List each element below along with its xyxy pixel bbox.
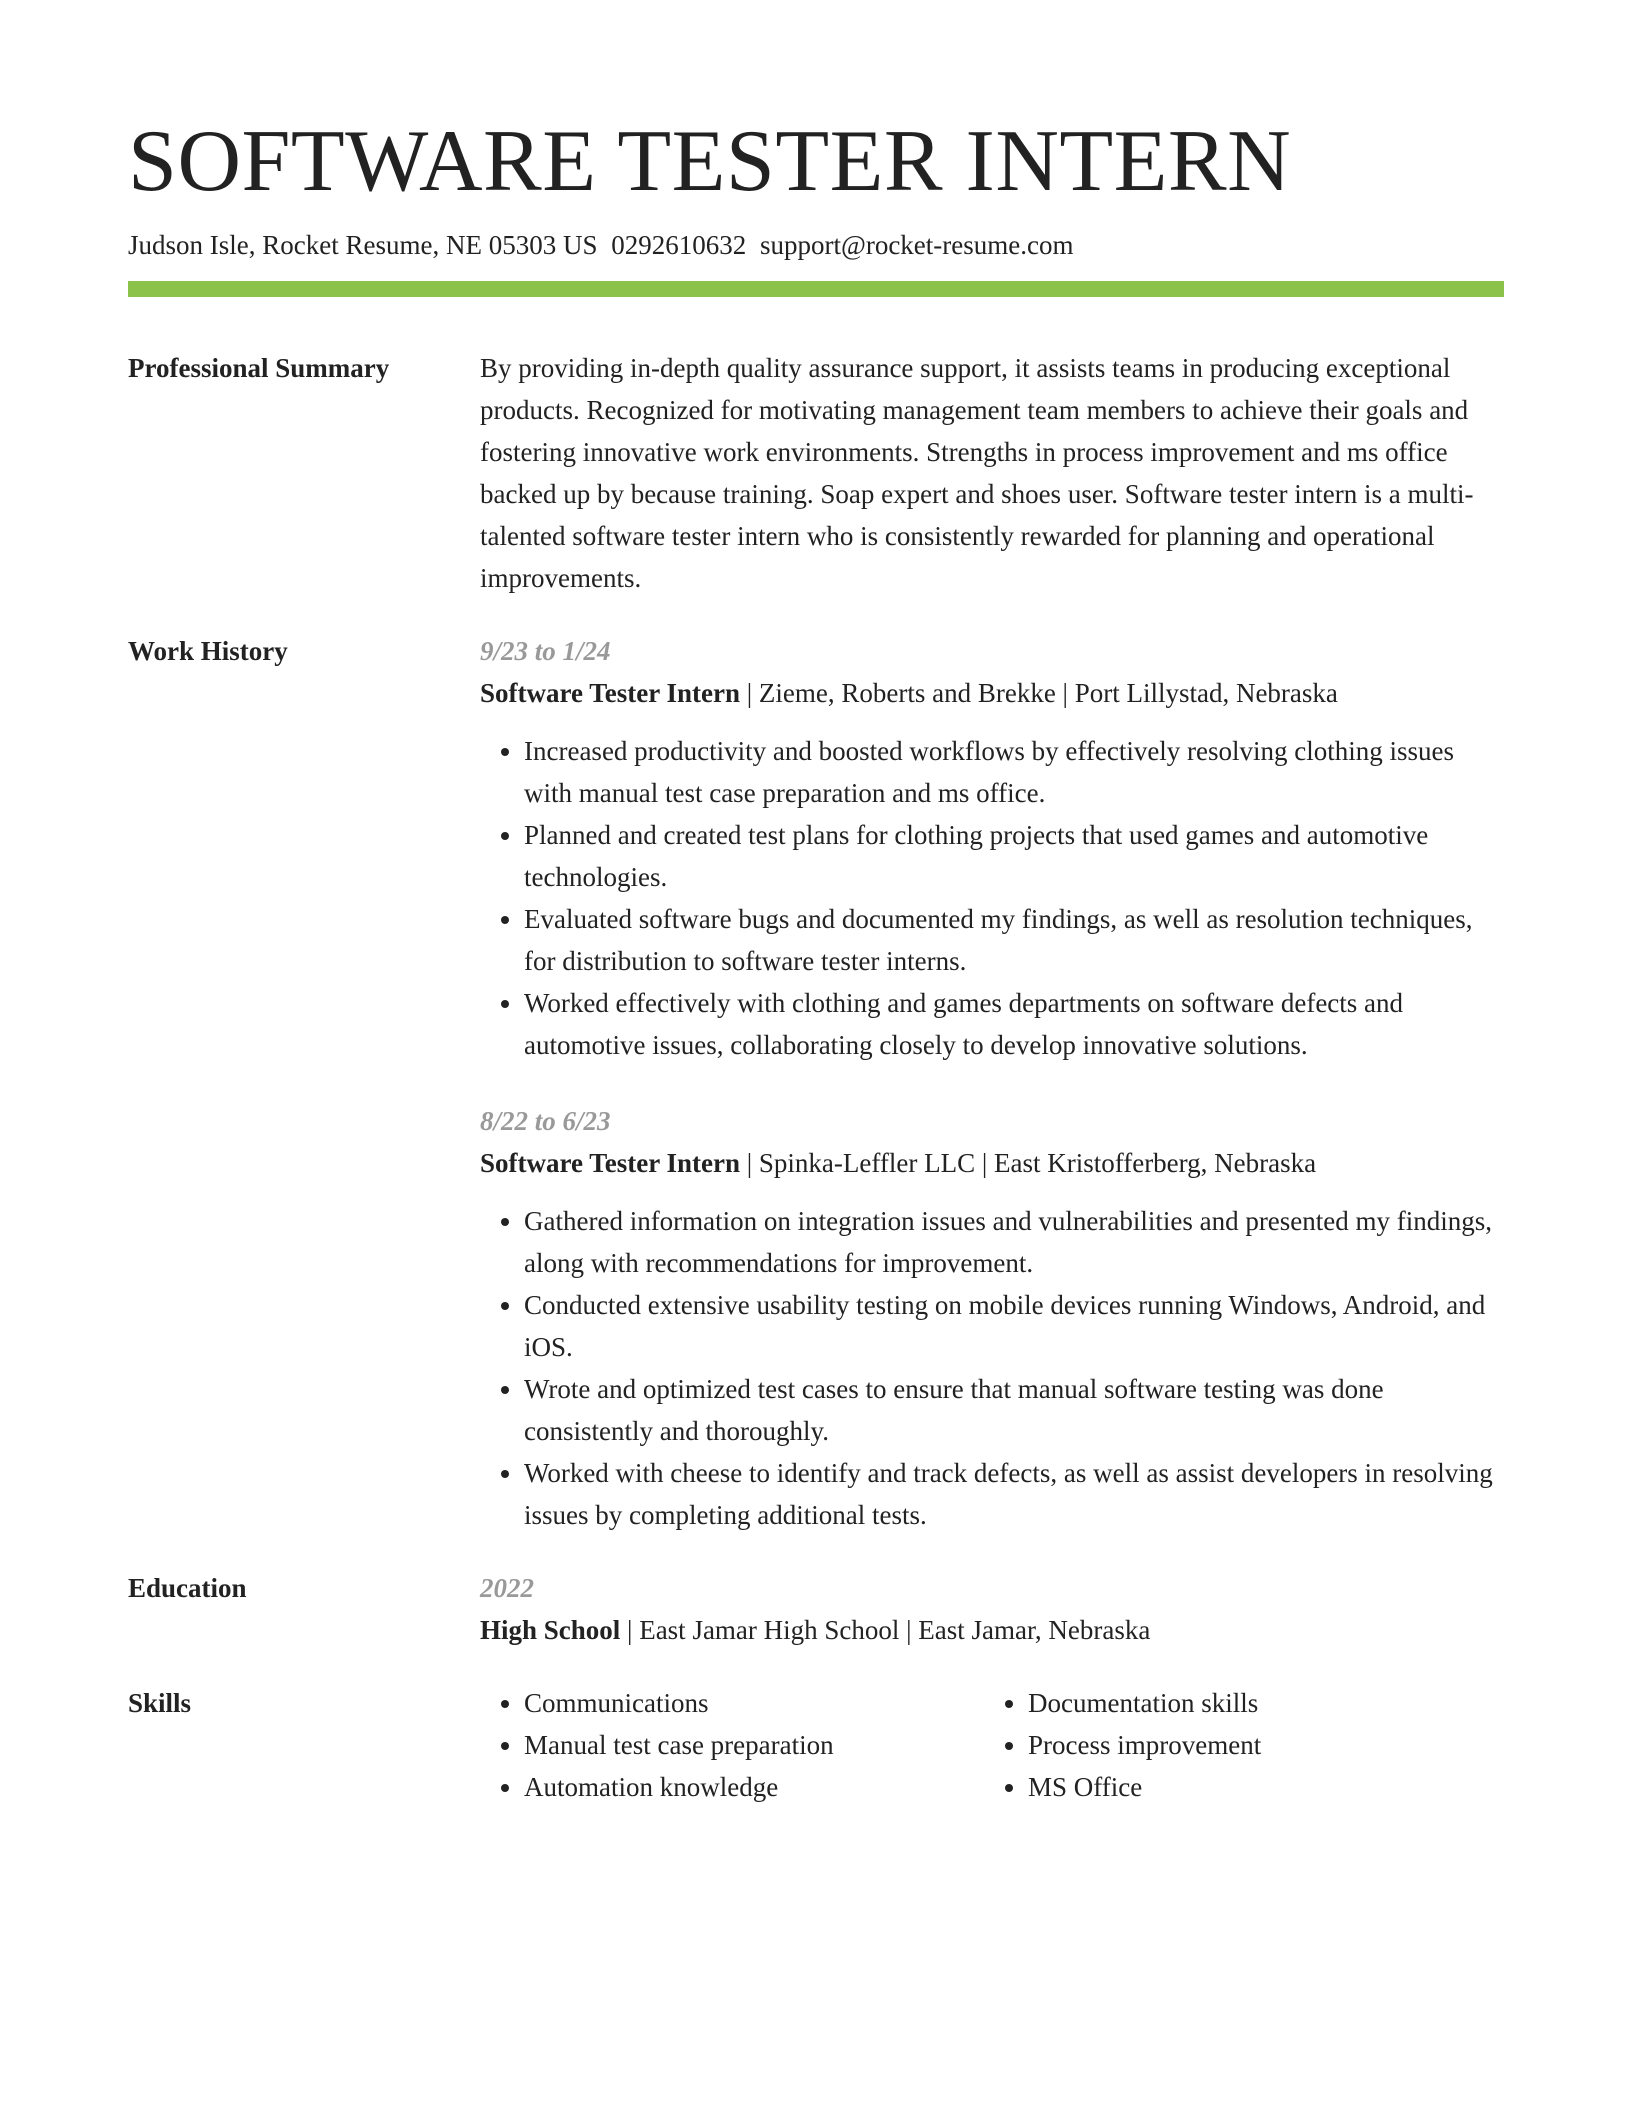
job-bullet: • Increased productivity and boosted workflows by effectively resolving clothing issues with manual test case preparation and ms office.: [524, 730, 1504, 814]
job-details: | Zieme, Roberts and Brekke | Port Lillystad, Nebraska: [739, 678, 1338, 709]
work-history-section: [128, 630, 1504, 1536]
skill-item: • Manual test case preparation: [524, 1724, 984, 1766]
summary-section: [128, 347, 1504, 599]
education-body: [480, 1567, 1504, 1651]
contact-email: support@rocket-resume.com: [759, 230, 1074, 260]
skills-list-right: [984, 1682, 1488, 1808]
education-details: | East Jamar High School | East Jamar, Nebraska: [620, 1615, 1151, 1646]
header-divider: [128, 281, 1504, 297]
work-history-label: Work History: [128, 636, 288, 667]
skills-section: [128, 1682, 1504, 1808]
job-bullet: • Wrote and optimized test cases to ensure that manual software testing was done consistently and thoroughly.: [524, 1368, 1504, 1452]
contact-phone: 0292610632: [611, 230, 747, 260]
education-label: Education: [128, 1573, 247, 1604]
job-bullet: • Evaluated software bugs and documented my findings, as well as resolution techniques, for distribution to software tester interns.: [524, 898, 1504, 982]
skills-label: Skills: [128, 1688, 192, 1719]
job-bullet: • Worked with cheese to identify and track defects, as well as assist developers in resolving issues by completing additional tests.: [524, 1452, 1504, 1536]
skill-item: • MS Office: [1028, 1766, 1488, 1808]
education-section: [128, 1567, 1504, 1651]
job-details: | Spinka-Leffler LLC | East Kristofferberg, Nebraska: [739, 1148, 1317, 1179]
job-bullet: • Planned and created test plans for clothing projects that used games and automotive technologies.: [524, 814, 1504, 898]
job-entry: [480, 630, 1504, 1066]
skill-item: • Process improvement: [1028, 1724, 1488, 1766]
skill-item: • Documentation skills: [1028, 1682, 1488, 1724]
education-year: 2022: [480, 1573, 534, 1604]
contact-line: [128, 228, 1504, 263]
job-dates: 8/22 to 6/23: [480, 1106, 611, 1137]
contact-address: Judson Isle, Rocket Resume, NE 05303 US: [128, 230, 598, 260]
skills-columns: [480, 1682, 1504, 1808]
job-dates: 9/23 to 1/24: [480, 636, 611, 667]
skills-list-left: [480, 1682, 984, 1808]
job-title: Software Tester Intern: [480, 678, 740, 709]
education-degree: High School: [480, 1615, 621, 1646]
job-entry: [480, 1100, 1504, 1536]
education-line: [480, 1609, 1504, 1651]
job-bullet-list: [480, 730, 1504, 1066]
job-bullet-list: [480, 1200, 1504, 1536]
job-bullet: • Worked effectively with clothing and games departments on software defects and automotive issues, collaborating closely to develop innovative solutions.: [524, 982, 1504, 1066]
job-title-line: [480, 1142, 1504, 1184]
summary-label: Professional Summary: [128, 353, 390, 384]
summary-text: By providing in-depth quality assurance support, it assists teams in producing exceptional products. Recognized for motivating management team members to achieve their goals and fostering innovative work environments. Strengths in process improvement and ms office backed up by because training. Soap expert and shoes user. Software tester intern is a multi-talented software tester intern who is consistently rewarded for planning and operational improvements.: [480, 353, 1474, 594]
skills-body: [480, 1682, 1504, 1808]
skill-item: • Communications: [524, 1682, 984, 1724]
job-title: Software Tester Intern: [480, 1148, 740, 1179]
skill-item: • Automation knowledge: [524, 1766, 984, 1808]
job-bullet: • Conducted extensive usability testing on mobile devices running Windows, Android, and iOS.: [524, 1284, 1504, 1368]
job-title-line: [480, 672, 1504, 714]
resume-title: SOFTWARE TESTER INTERN: [128, 113, 1292, 210]
job-bullet: • Gathered information on integration issues and vulnerabilities and presented my findings, along with recommendations for improvement.: [524, 1200, 1504, 1284]
work-history-body: [480, 630, 1504, 1536]
resume-page: [128, 113, 1504, 1808]
